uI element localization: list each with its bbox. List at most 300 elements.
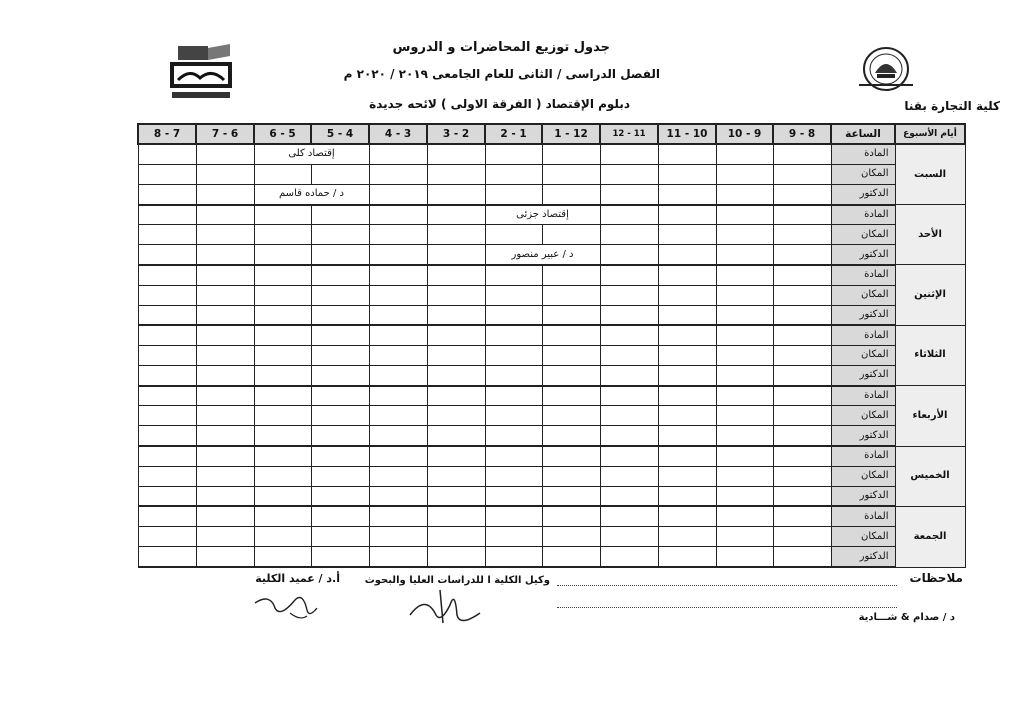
schedule-cell — [542, 305, 600, 325]
schedule-cell — [600, 527, 658, 547]
schedule-cell — [600, 406, 658, 426]
schedule-cell — [196, 144, 254, 164]
schedule-cell — [773, 426, 831, 446]
schedule-row — [138, 547, 965, 567]
schedule-cell — [254, 205, 311, 225]
schedule-cell — [138, 164, 196, 184]
schedule-row — [138, 164, 965, 184]
schedule-cell — [369, 406, 427, 426]
row-type-label: المادة — [831, 446, 895, 466]
schedule-cell — [485, 144, 542, 164]
schedule-cell — [542, 366, 600, 386]
typist-names: د / صدام & شـــادية — [858, 612, 955, 623]
schedule-cell — [485, 164, 542, 184]
schedule-cell — [254, 144, 369, 164]
time-slot-header: 7 - 6 — [196, 124, 254, 144]
schedule-cell — [542, 164, 600, 184]
row-type-label: المادة — [831, 386, 895, 406]
schedule-cell — [311, 486, 369, 506]
schedule-cell — [427, 205, 485, 225]
schedule-cell — [773, 144, 831, 164]
schedule-cell — [196, 164, 254, 184]
schedule-row — [138, 366, 965, 386]
time-slot-header: 9 - 8 — [773, 124, 831, 144]
schedule-table — [137, 123, 966, 568]
schedule-cell — [369, 506, 427, 526]
row-type-label: المادة — [831, 144, 895, 164]
hour-label: الساعة — [831, 124, 895, 144]
row-type-label: المكان — [831, 285, 895, 305]
schedule-cell — [196, 245, 254, 265]
schedule-cell — [138, 345, 196, 365]
schedule-cell — [658, 366, 716, 386]
schedule-cell — [542, 527, 600, 547]
vice-dean-signature-icon — [405, 585, 485, 630]
schedule-cell — [658, 527, 716, 547]
row-type-label: المكان — [831, 345, 895, 365]
schedule-cell — [600, 366, 658, 386]
schedule-cell — [427, 446, 485, 466]
schedule-cell — [542, 547, 600, 567]
schedule-cell — [485, 406, 542, 426]
schedule-cell — [196, 386, 254, 406]
schedule-cell — [369, 184, 427, 204]
row-type-label: الدكتور — [831, 486, 895, 506]
schedule-cell — [254, 285, 311, 305]
schedule-cell — [600, 144, 658, 164]
schedule-cell — [600, 265, 658, 285]
schedule-cell — [542, 265, 600, 285]
schedule-row — [138, 406, 965, 426]
time-slot-header: 10 - 9 — [716, 124, 773, 144]
schedule-cell — [427, 265, 485, 285]
schedule-cell — [542, 486, 600, 506]
schedule-cell — [369, 265, 427, 285]
row-type-label: الدكتور — [831, 245, 895, 265]
schedule-cell — [716, 446, 773, 466]
schedule-cell — [427, 486, 485, 506]
dean-signature-icon — [245, 588, 325, 623]
schedule-cell — [138, 285, 196, 305]
schedule-cell — [773, 225, 831, 245]
schedule-cell — [716, 366, 773, 386]
schedule-cell — [716, 144, 773, 164]
schedule-cell — [600, 245, 658, 265]
schedule-cell — [542, 285, 600, 305]
schedule-cell — [600, 325, 658, 345]
schedule-cell — [716, 205, 773, 225]
vice-dean-label: وكيل الكلية ا للدراسات العليا والبحوث — [364, 575, 550, 586]
schedule-cell — [716, 386, 773, 406]
schedule-cell — [773, 305, 831, 325]
schedule-cell — [485, 426, 542, 446]
schedule-cell — [138, 527, 196, 547]
schedule-cell — [369, 164, 427, 184]
schedule-cell — [138, 366, 196, 386]
schedule-cell — [427, 547, 485, 567]
schedule-cell — [311, 446, 369, 466]
schedule-row — [138, 486, 965, 506]
schedule-cell — [254, 325, 311, 345]
schedule-cell — [311, 245, 369, 265]
schedule-cell — [369, 386, 427, 406]
schedule-cell — [716, 426, 773, 446]
schedule-cell — [311, 345, 369, 365]
schedule-cell — [254, 245, 311, 265]
schedule-cell — [542, 426, 600, 446]
schedule-row — [138, 265, 965, 285]
schedule-cell — [311, 506, 369, 526]
schedule-row — [138, 506, 965, 526]
schedule-cell — [427, 225, 485, 245]
faculty-name: كلية التجارة بقنا — [904, 99, 1000, 113]
schedule-cell — [254, 446, 311, 466]
schedule-cell — [773, 164, 831, 184]
schedule-cell — [658, 245, 716, 265]
time-slot-header: 12 - 11 — [600, 124, 658, 144]
schedule-cell — [485, 205, 600, 225]
document-title: جدول توزيع المحاضرات و الدروس — [392, 40, 610, 55]
schedule-cell — [716, 325, 773, 345]
schedule-cell — [658, 325, 716, 345]
schedule-cell — [716, 225, 773, 245]
schedule-cell — [427, 164, 485, 184]
schedule-row — [138, 345, 965, 365]
schedule-cell — [773, 325, 831, 345]
schedule-cell — [716, 506, 773, 526]
schedule-cell — [369, 345, 427, 365]
schedule-cell — [658, 446, 716, 466]
schedule-cell — [311, 366, 369, 386]
schedule-cell — [716, 305, 773, 325]
lecture-doctor: د / عبير منصور — [511, 248, 574, 260]
schedule-cell — [254, 406, 311, 426]
program-name: دبلوم الإقتصاد ( الفرقة الاولى ) لائحه جديدة — [369, 97, 630, 111]
schedule-cell — [600, 285, 658, 305]
schedule-cell — [311, 205, 369, 225]
schedule-cell — [542, 466, 600, 486]
schedule-cell — [254, 345, 311, 365]
schedule-cell — [485, 506, 542, 526]
schedule-cell — [600, 184, 658, 204]
schedule-cell — [485, 305, 542, 325]
schedule-cell — [773, 547, 831, 567]
schedule-row — [138, 144, 965, 164]
schedule-cell — [600, 426, 658, 446]
schedule-cell — [600, 486, 658, 506]
time-slot-header: 3 - 2 — [427, 124, 485, 144]
schedule-cell — [369, 486, 427, 506]
schedule-cell — [138, 265, 196, 285]
schedule-cell — [254, 164, 311, 184]
notes-label: ملاحظات — [909, 571, 963, 585]
schedule-cell — [254, 265, 311, 285]
day-label-sat: السبت — [895, 144, 965, 204]
schedule-cell — [369, 225, 427, 245]
schedule-cell — [773, 205, 831, 225]
schedule-cell — [311, 265, 369, 285]
schedule-cell — [658, 164, 716, 184]
schedule-cell — [138, 144, 196, 164]
schedule-cell — [716, 486, 773, 506]
schedule-cell — [716, 164, 773, 184]
schedule-cell — [196, 486, 254, 506]
schedule-cell — [485, 547, 542, 567]
schedule-row — [138, 527, 965, 547]
schedule-cell — [311, 386, 369, 406]
row-type-label: المكان — [831, 164, 895, 184]
schedule-cell — [773, 466, 831, 486]
schedule-cell — [485, 225, 542, 245]
schedule-row — [138, 285, 965, 305]
schedule-cell — [773, 506, 831, 526]
schedule-cell — [196, 225, 254, 245]
schedule-cell — [658, 406, 716, 426]
schedule-cell — [542, 446, 600, 466]
schedule-cell — [600, 466, 658, 486]
schedule-cell — [254, 366, 311, 386]
schedule-cell — [311, 406, 369, 426]
schedule-cell — [716, 406, 773, 426]
schedule-cell — [773, 345, 831, 365]
schedule-cell — [427, 305, 485, 325]
schedule-cell — [369, 205, 427, 225]
schedule-cell — [658, 386, 716, 406]
schedule-cell — [658, 345, 716, 365]
schedule-cell — [369, 466, 427, 486]
schedule-cell — [196, 325, 254, 345]
schedule-cell — [600, 345, 658, 365]
schedule-cell — [600, 305, 658, 325]
schedule-row — [138, 225, 965, 245]
schedule-cell — [600, 225, 658, 245]
schedule-cell — [196, 547, 254, 567]
schedule-row — [138, 205, 965, 225]
schedule-cell — [485, 466, 542, 486]
notes-line — [557, 584, 897, 586]
row-type-label: المكان — [831, 225, 895, 245]
schedule-cell — [485, 386, 542, 406]
schedule-cell — [254, 527, 311, 547]
schedule-cell — [254, 506, 311, 526]
row-type-label: الدكتور — [831, 305, 895, 325]
schedule-cell — [658, 305, 716, 325]
schedule-cell — [196, 184, 254, 204]
row-type-label: الدكتور — [831, 547, 895, 567]
schedule-cell — [138, 225, 196, 245]
schedule-cell — [600, 386, 658, 406]
schedule-cell — [716, 245, 773, 265]
schedule-cell — [369, 366, 427, 386]
schedule-cell — [542, 386, 600, 406]
schedule-cell — [658, 466, 716, 486]
schedule-cell — [196, 406, 254, 426]
schedule-cell — [254, 547, 311, 567]
lecture-subject: إقتصاد كلى — [288, 148, 335, 160]
day-label-mon: الإثنين — [895, 265, 965, 325]
schedule-cell — [427, 366, 485, 386]
semester-subtitle: الفصل الدراسى / الثانى للعام الجامعى ٢٠١٩ / ٢٠٢٠ م — [343, 67, 660, 81]
day-label-wed: الأربعاء — [895, 386, 965, 446]
schedule-cell — [485, 486, 542, 506]
schedule-cell — [138, 184, 196, 204]
schedule-cell — [254, 386, 311, 406]
schedule-row — [138, 305, 965, 325]
faculty-logo-icon — [160, 40, 242, 106]
schedule-cell — [485, 527, 542, 547]
schedule-cell — [658, 144, 716, 164]
day-label-thu: الخميس — [895, 446, 965, 506]
schedule-cell — [773, 406, 831, 426]
schedule-cell — [138, 466, 196, 486]
schedule-cell — [600, 205, 658, 225]
schedule-cell — [427, 144, 485, 164]
schedule-cell — [138, 506, 196, 526]
row-type-label: المادة — [831, 506, 895, 526]
schedule-row — [138, 184, 965, 204]
schedule-cell — [138, 547, 196, 567]
row-type-label: المكان — [831, 466, 895, 486]
schedule-cell — [369, 426, 427, 446]
schedule-cell — [369, 446, 427, 466]
schedule-cell — [716, 345, 773, 365]
schedule-cell — [369, 325, 427, 345]
schedule-cell — [485, 265, 542, 285]
schedule-cell — [600, 446, 658, 466]
schedule-cell — [485, 325, 542, 345]
schedule-cell — [485, 345, 542, 365]
schedule-cell — [138, 446, 196, 466]
schedule-cell — [773, 245, 831, 265]
schedule-cell — [773, 446, 831, 466]
schedule-cell — [600, 547, 658, 567]
schedule-cell — [427, 506, 485, 526]
schedule-cell — [138, 386, 196, 406]
schedule-cell — [716, 527, 773, 547]
day-label-fri: الجمعة — [895, 506, 965, 567]
schedule-cell — [542, 406, 600, 426]
schedule-cell — [254, 486, 311, 506]
schedule-cell — [658, 547, 716, 567]
schedule-cell — [658, 486, 716, 506]
row-type-label: المادة — [831, 325, 895, 345]
schedule-cell — [427, 426, 485, 446]
schedule-cell — [196, 466, 254, 486]
schedule-cell — [658, 225, 716, 245]
schedule-cell — [773, 486, 831, 506]
schedule-cell — [311, 164, 369, 184]
schedule-cell — [196, 426, 254, 446]
schedule-row — [138, 466, 965, 486]
schedule-cell — [138, 406, 196, 426]
schedule-cell — [369, 527, 427, 547]
day-label-tue: الثلاثاء — [895, 325, 965, 385]
row-type-label: الدكتور — [831, 426, 895, 446]
schedule-cell — [196, 527, 254, 547]
time-slot-header: 2 - 1 — [485, 124, 542, 144]
schedule-cell — [427, 386, 485, 406]
schedule-cell — [716, 547, 773, 567]
schedule-cell — [196, 305, 254, 325]
schedule-cell — [311, 547, 369, 567]
schedule-cell — [196, 265, 254, 285]
schedule-cell — [485, 446, 542, 466]
schedule-cell — [196, 366, 254, 386]
schedule-row — [138, 446, 965, 466]
schedule-cell — [658, 506, 716, 526]
row-type-label: المكان — [831, 527, 895, 547]
schedule-cell — [542, 225, 600, 245]
schedule-cell — [369, 285, 427, 305]
schedule-cell — [716, 466, 773, 486]
schedule-cell — [427, 345, 485, 365]
schedule-row — [138, 245, 965, 265]
schedule-cell — [138, 205, 196, 225]
schedule-cell — [138, 325, 196, 345]
schedule-cell — [369, 245, 427, 265]
weekday-corner-label: أيام الأسبوع — [895, 124, 965, 144]
schedule-cell — [138, 305, 196, 325]
schedule-cell — [542, 144, 600, 164]
schedule-cell — [773, 184, 831, 204]
schedule-cell — [716, 184, 773, 204]
schedule-row — [138, 386, 965, 406]
schedule-cell — [311, 527, 369, 547]
schedule-cell — [254, 426, 311, 446]
row-type-label: المكان — [831, 406, 895, 426]
schedule-cell — [369, 305, 427, 325]
schedule-cell — [427, 527, 485, 547]
schedule-cell — [196, 506, 254, 526]
schedule-cell — [773, 265, 831, 285]
lecture-subject: إقتصاد جزئى — [516, 208, 569, 220]
schedule-cell — [600, 164, 658, 184]
schedule-cell — [254, 184, 369, 204]
schedule-cell — [542, 345, 600, 365]
row-type-label: المادة — [831, 205, 895, 225]
schedule-cell — [196, 345, 254, 365]
schedule-cell — [485, 245, 600, 265]
schedule-cell — [485, 366, 542, 386]
schedule-cell — [254, 225, 311, 245]
schedule-cell — [542, 325, 600, 345]
row-type-label: الدكتور — [831, 366, 895, 386]
schedule-cell — [311, 285, 369, 305]
schedule-cell — [485, 285, 542, 305]
time-slot-header: 6 - 5 — [254, 124, 311, 144]
lecture-doctor: د / حماده قاسم — [279, 188, 344, 200]
schedule-cell — [138, 486, 196, 506]
schedule-cell — [658, 265, 716, 285]
schedule-cell — [138, 426, 196, 446]
schedule-cell — [716, 265, 773, 285]
schedule-cell — [311, 466, 369, 486]
time-slot-header: 8 - 7 — [138, 124, 196, 144]
time-slot-header: 5 - 4 — [311, 124, 369, 144]
day-label-sun: الأحد — [895, 205, 965, 265]
schedule-cell — [369, 144, 427, 164]
university-seal-icon — [855, 45, 917, 93]
schedule-cell — [254, 466, 311, 486]
schedule-cell — [196, 205, 254, 225]
schedule-row — [138, 325, 965, 345]
time-slot-header: 11 - 10 — [658, 124, 716, 144]
schedule-cell — [658, 205, 716, 225]
schedule-cell — [311, 325, 369, 345]
schedule-cell — [773, 527, 831, 547]
notes-line — [557, 606, 897, 608]
schedule-cell — [254, 305, 311, 325]
